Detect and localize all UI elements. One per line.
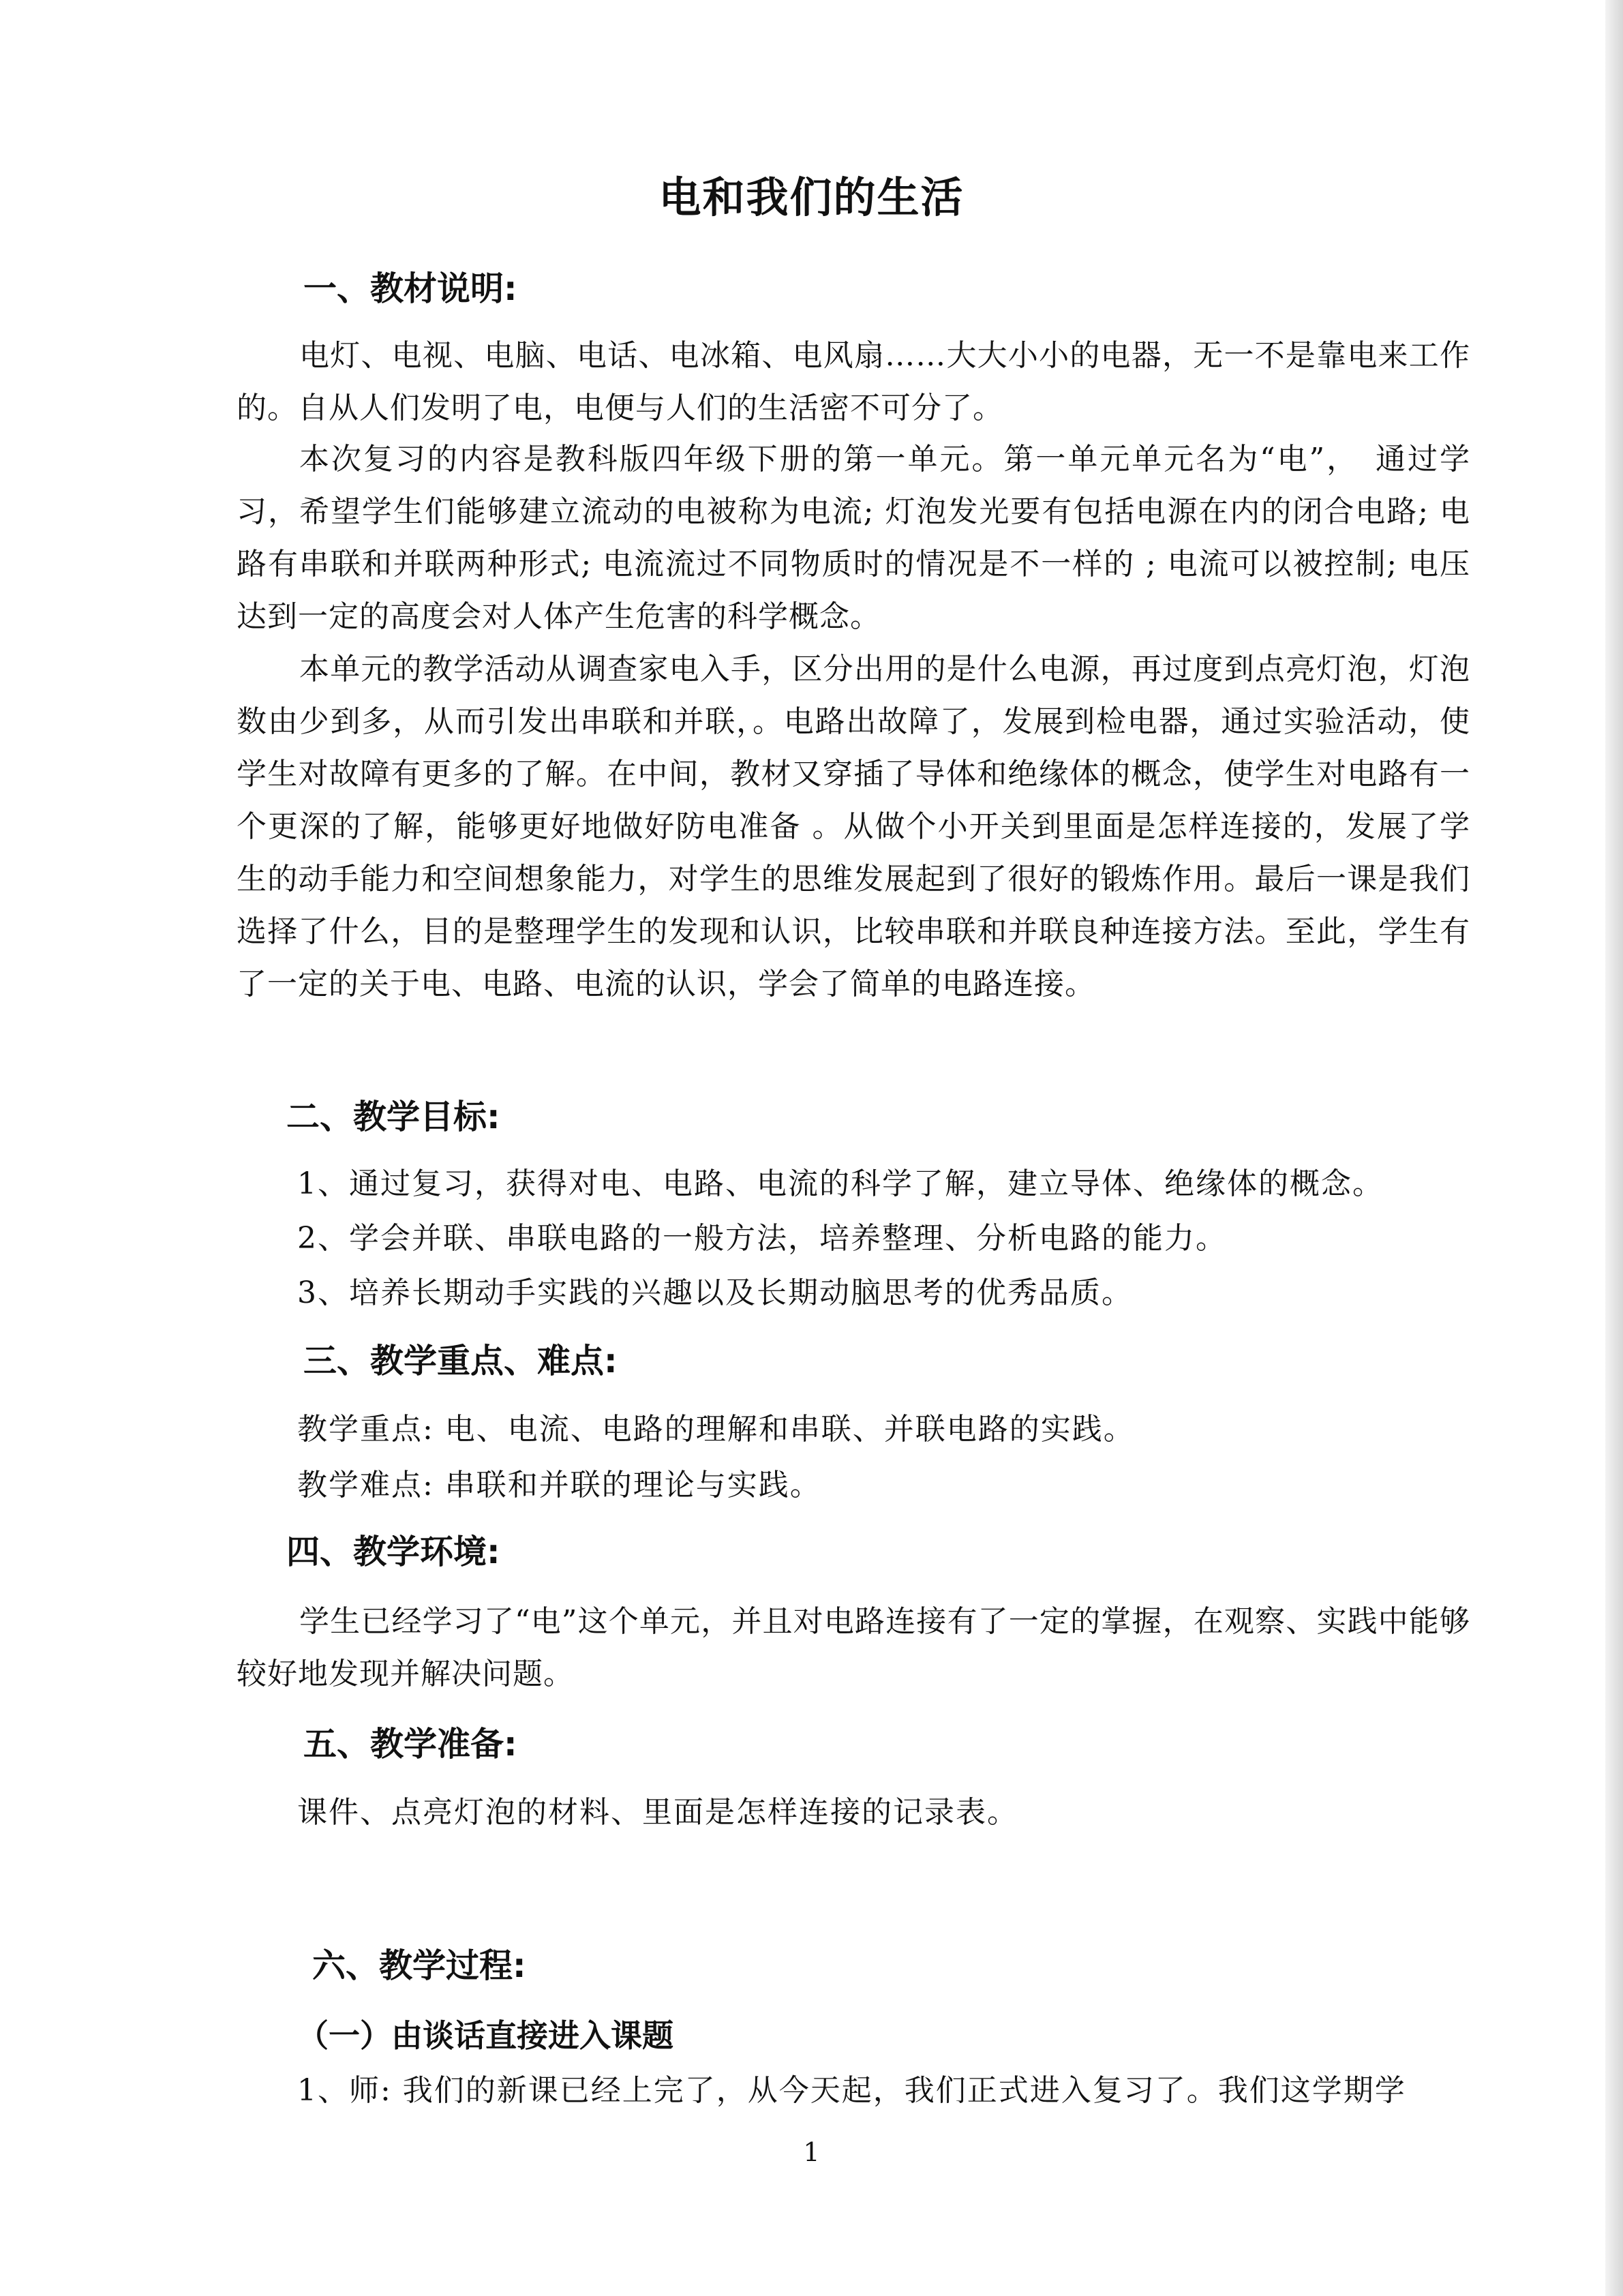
section-1-heading: 一、教材说明:	[303, 269, 517, 308]
objective-item-3: 3、培养长期动手实践的兴趣以及长期动脑思考的优秀品质。	[297, 1275, 1133, 1310]
section-4-paragraph: 学生已经学习了“电”这个单元，并且对电路连接有了一定的掌握，在观察、实践中能够较好地发现并解决问题。	[237, 1604, 1470, 1691]
difficult-point-line: 教学难点: 串联和并联的理论与实践。	[297, 1468, 821, 1502]
section-6-heading: 六、教学过程:	[312, 1946, 526, 1985]
section-1-paragraph-3: 本单元的教学活动从调查家电入手，区分出用的是什么电源，再过度到点亮灯泡，灯泡数由少到多，从而引发出串联和并联，。电路出故障了，发展到检电器，通过实验活动，使学生对故障有更多的了解。在中间，教材又穿插了导体和绝缘体的概念，使学生对电路有一个更深的了解，能够更好地做好防电准备 。从做个小开关到里面是怎样连接的，发展了学生的动手能力和空间想象能力，对学生的思维发展起到了很好的锻炼作用。最后一课是我们选择了什么，目的是整理学生的发现和认识，比较串联和并联良种连接方法。至此，学生有了一定的关于电、电路、电流的认识，学会了简单的电路连接。	[237, 652, 1470, 1001]
section-1-paragraph-2: 本次复习的内容是教科版四年级下册的第一单元。第一单元单元名为“电”， 通过学习，希望学生们能够建立流动的电被称为电流; 灯泡发光要有包括电源在内的闭合电路; 电路有串联和并联两种形式; 电流流过不同物质时的情况是不一样的 ; 电流可以被控制; 电压达到一定的高度会对人体产生危害的科学概念。	[237, 442, 1470, 634]
process-line-1: 1、师: 我们的新课已经上完了，从今天起，我们正式进入复习了。我们这学期学	[297, 2073, 1406, 2108]
section-3-heading: 三、教学重点、难点:	[303, 1342, 618, 1380]
page-title: 电和我们的生活	[658, 172, 965, 222]
section-2-heading: 二、教学目标:	[286, 1098, 500, 1136]
key-point-line: 教学重点: 电、电流、电路的理解和串联、并联电路的实践。	[297, 1412, 1135, 1447]
section-4-heading: 四、教学环境:	[286, 1532, 500, 1571]
preparation-line: 课件、点亮灯泡的材料、里面是怎样连接的记录表。	[297, 1795, 1018, 1830]
section-5-heading: 五、教学准备:	[303, 1725, 517, 1764]
section-1-paragraph-1: 电灯、电视、电脑、电话、电冰箱、电风扇……大大小小的电器，无一不是靠电来工作的。自从人们发明了电，电便与人们的生活密不可分了。	[237, 338, 1470, 425]
objective-item-1: 1、通过复习，获得对电、电路、电流的科学了解，建立导体、绝缘体的概念。	[297, 1166, 1384, 1201]
page-number: 1	[803, 2137, 820, 2167]
objective-item-2: 2、学会并联、串联电路的一般方法，培养整理、分析电路的能力。	[297, 1221, 1227, 1256]
subsection-1-heading: （一）由谈话直接进入课题	[297, 2017, 673, 2054]
